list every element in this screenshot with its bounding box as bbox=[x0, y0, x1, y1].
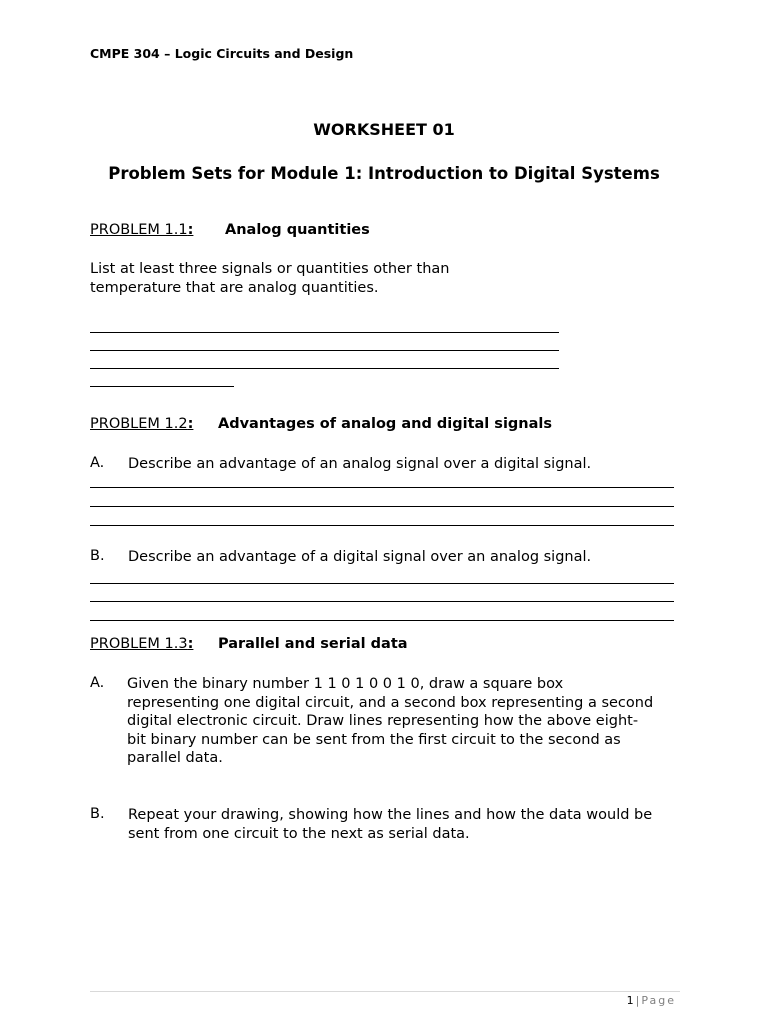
item-line: parallel data. bbox=[127, 750, 223, 766]
problem-title: Analog quantities bbox=[225, 222, 370, 238]
item-letter: B. bbox=[90, 548, 105, 564]
problem-title: Parallel and serial data bbox=[218, 636, 408, 652]
answer-line bbox=[90, 350, 559, 351]
item-letter: A. bbox=[90, 675, 105, 691]
page-footer bbox=[627, 994, 676, 1007]
item-line: bit binary number can be sent from the first circuit to the second as bbox=[127, 731, 621, 748]
prompt-line: List at least three signals or quantities other than bbox=[90, 261, 450, 277]
problem-1-1-heading bbox=[90, 222, 370, 238]
prompt-line: temperature that are analog quantities. bbox=[90, 279, 379, 296]
problem-title: Advantages of analog and digital signals bbox=[218, 416, 552, 432]
item-line: Repeat your drawing, showing how the lines and how the data would be bbox=[128, 807, 653, 823]
answer-line bbox=[90, 583, 674, 584]
item-letter: A. bbox=[90, 455, 105, 471]
item-text: Describe an advantage of a digital signal over an analog signal. bbox=[128, 549, 592, 565]
worksheet-title: WORKSHEET 01 bbox=[313, 120, 455, 139]
item-text bbox=[128, 806, 688, 843]
problem-colon: : bbox=[187, 416, 194, 432]
problem-1-1-prompt bbox=[90, 260, 449, 297]
item-line: Given the binary number 1 1 0 1 0 0 1 0, draw a square box bbox=[127, 676, 564, 692]
problem-colon: : bbox=[187, 222, 194, 238]
problem-colon: : bbox=[187, 636, 194, 652]
answer-line bbox=[90, 525, 674, 526]
item-line: digital electronic circuit. Draw lines representing how the above eight- bbox=[127, 713, 639, 729]
answer-line bbox=[90, 368, 559, 369]
answer-line bbox=[90, 487, 674, 488]
worksheet-subtitle: Problem Sets for Module 1: Introduction to Digital Systems bbox=[108, 164, 660, 183]
answer-line bbox=[90, 386, 234, 387]
problem-label: PROBLEM 1.1 bbox=[90, 222, 188, 238]
problem-1-2-heading bbox=[90, 416, 552, 432]
answer-line bbox=[90, 506, 674, 507]
problem-label: PROBLEM 1.2 bbox=[90, 416, 188, 432]
page-number: 1 bbox=[626, 994, 634, 1007]
item-letter: B. bbox=[90, 806, 105, 822]
course-header: CMPE 304 – Logic Circuits and Design bbox=[90, 46, 354, 61]
footer-separator: | bbox=[635, 994, 640, 1007]
item-text bbox=[127, 675, 687, 768]
answer-line bbox=[90, 332, 559, 333]
answer-line bbox=[90, 620, 674, 621]
answer-line bbox=[90, 601, 674, 602]
problem-1-3-heading bbox=[90, 636, 408, 652]
problem-label: PROBLEM 1.3 bbox=[90, 636, 188, 652]
footer-divider bbox=[90, 991, 680, 992]
item-text: Describe an advantage of an analog signal over a digital signal. bbox=[128, 456, 592, 472]
item-line: representing one digital circuit, and a second box representing a second bbox=[127, 694, 654, 711]
page-word: Page bbox=[641, 994, 676, 1007]
item-line: sent from one circuit to the next as serial data. bbox=[128, 825, 470, 842]
